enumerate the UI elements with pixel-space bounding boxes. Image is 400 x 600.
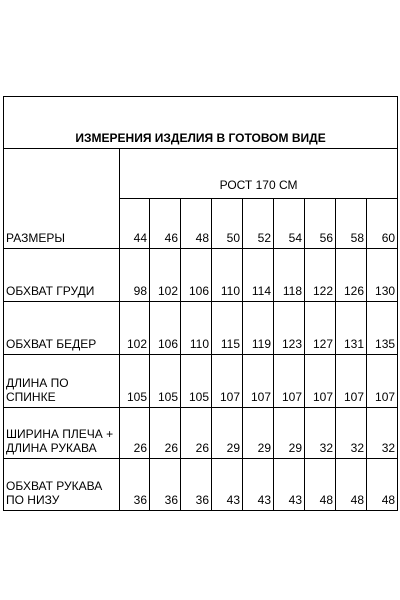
shoulder-sleeve-value: 32 (367, 408, 398, 459)
hips-value: 135 (367, 302, 398, 355)
row-label-shoulder-sleeve (4, 408, 120, 459)
hips-value: 123 (274, 302, 305, 355)
chest-value: 114 (243, 249, 274, 302)
chest-value: 102 (150, 249, 181, 302)
back-length-value: 107 (305, 355, 336, 408)
shoulder-sleeve-row (4, 408, 398, 459)
size-value: 56 (305, 199, 336, 249)
row-label-sleeve-bottom (4, 459, 120, 511)
row-label-line: ШИРИНА ПЛЕЧА + (6, 427, 114, 441)
back-length-value: 107 (212, 355, 243, 408)
chest-value: 118 (274, 249, 305, 302)
chest-value: 126 (336, 249, 367, 302)
shoulder-sleeve-value: 32 (336, 408, 367, 459)
row-label-line: ПО НИЗУ (6, 493, 60, 507)
chest-row (4, 249, 398, 302)
hips-value: 131 (336, 302, 367, 355)
hips-value: 110 (181, 302, 212, 355)
title-row (4, 97, 398, 149)
sleeve-bottom-value: 36 (181, 459, 212, 511)
sleeve-bottom-row (4, 459, 398, 511)
shoulder-sleeve-value: 26 (120, 408, 150, 459)
sleeve-bottom-value: 36 (150, 459, 181, 511)
size-value: 60 (367, 199, 398, 249)
sizes-label: РАЗМЕРЫ (4, 149, 120, 249)
back-length-value: 107 (336, 355, 367, 408)
shoulder-sleeve-value: 29 (243, 408, 274, 459)
sleeve-bottom-value: 48 (305, 459, 336, 511)
sleeve-bottom-value: 43 (274, 459, 305, 511)
hips-value: 102 (120, 302, 150, 355)
size-value: 52 (243, 199, 274, 249)
back-length-value: 105 (181, 355, 212, 408)
hips-value: 127 (305, 302, 336, 355)
row-label-line: ДЛИНА РУКАВА (6, 441, 97, 455)
size-value: 44 (120, 199, 150, 249)
size-value: 50 (212, 199, 243, 249)
row-label-back-length: ДЛИНА ПО СПИНКЕ (4, 355, 120, 408)
back-length-value: 107 (243, 355, 274, 408)
row-label-hips: ОБХВАТ БЕДЕР (4, 302, 120, 355)
back-length-value: 107 (367, 355, 398, 408)
shoulder-sleeve-value: 26 (150, 408, 181, 459)
sleeve-bottom-value: 48 (336, 459, 367, 511)
shoulder-sleeve-value: 29 (274, 408, 305, 459)
chest-value: 106 (181, 249, 212, 302)
sleeve-bottom-value: 43 (243, 459, 274, 511)
hips-value: 119 (243, 302, 274, 355)
shoulder-sleeve-value: 26 (181, 408, 212, 459)
sleeve-bottom-value: 48 (367, 459, 398, 511)
row-label-line: ОБХВАТ РУКАВА (6, 479, 103, 493)
hips-row (4, 302, 398, 355)
hips-value: 106 (150, 302, 181, 355)
table-title: ИЗМЕРЕНИЯ ИЗДЕЛИЯ В ГОТОВОМ ВИДЕ (4, 97, 398, 149)
sleeve-bottom-value: 43 (212, 459, 243, 511)
size-value: 54 (274, 199, 305, 249)
back-length-row (4, 355, 398, 408)
size-value: 58 (336, 199, 367, 249)
chest-value: 122 (305, 249, 336, 302)
shoulder-sleeve-value: 29 (212, 408, 243, 459)
size-value: 46 (150, 199, 181, 249)
hips-value: 115 (212, 302, 243, 355)
height-label: РОСТ 170 СМ (120, 149, 398, 199)
size-value: 48 (181, 199, 212, 249)
back-length-value: 105 (150, 355, 181, 408)
size-chart-table (3, 96, 398, 511)
back-length-value: 105 (120, 355, 150, 408)
height-row (4, 149, 398, 199)
chest-value: 130 (367, 249, 398, 302)
back-length-value: 107 (274, 355, 305, 408)
row-label-chest: ОБХВАТ ГРУДИ (4, 249, 120, 302)
chest-value: 110 (212, 249, 243, 302)
sleeve-bottom-value: 36 (120, 459, 150, 511)
shoulder-sleeve-value: 32 (305, 408, 336, 459)
chest-value: 98 (120, 249, 150, 302)
